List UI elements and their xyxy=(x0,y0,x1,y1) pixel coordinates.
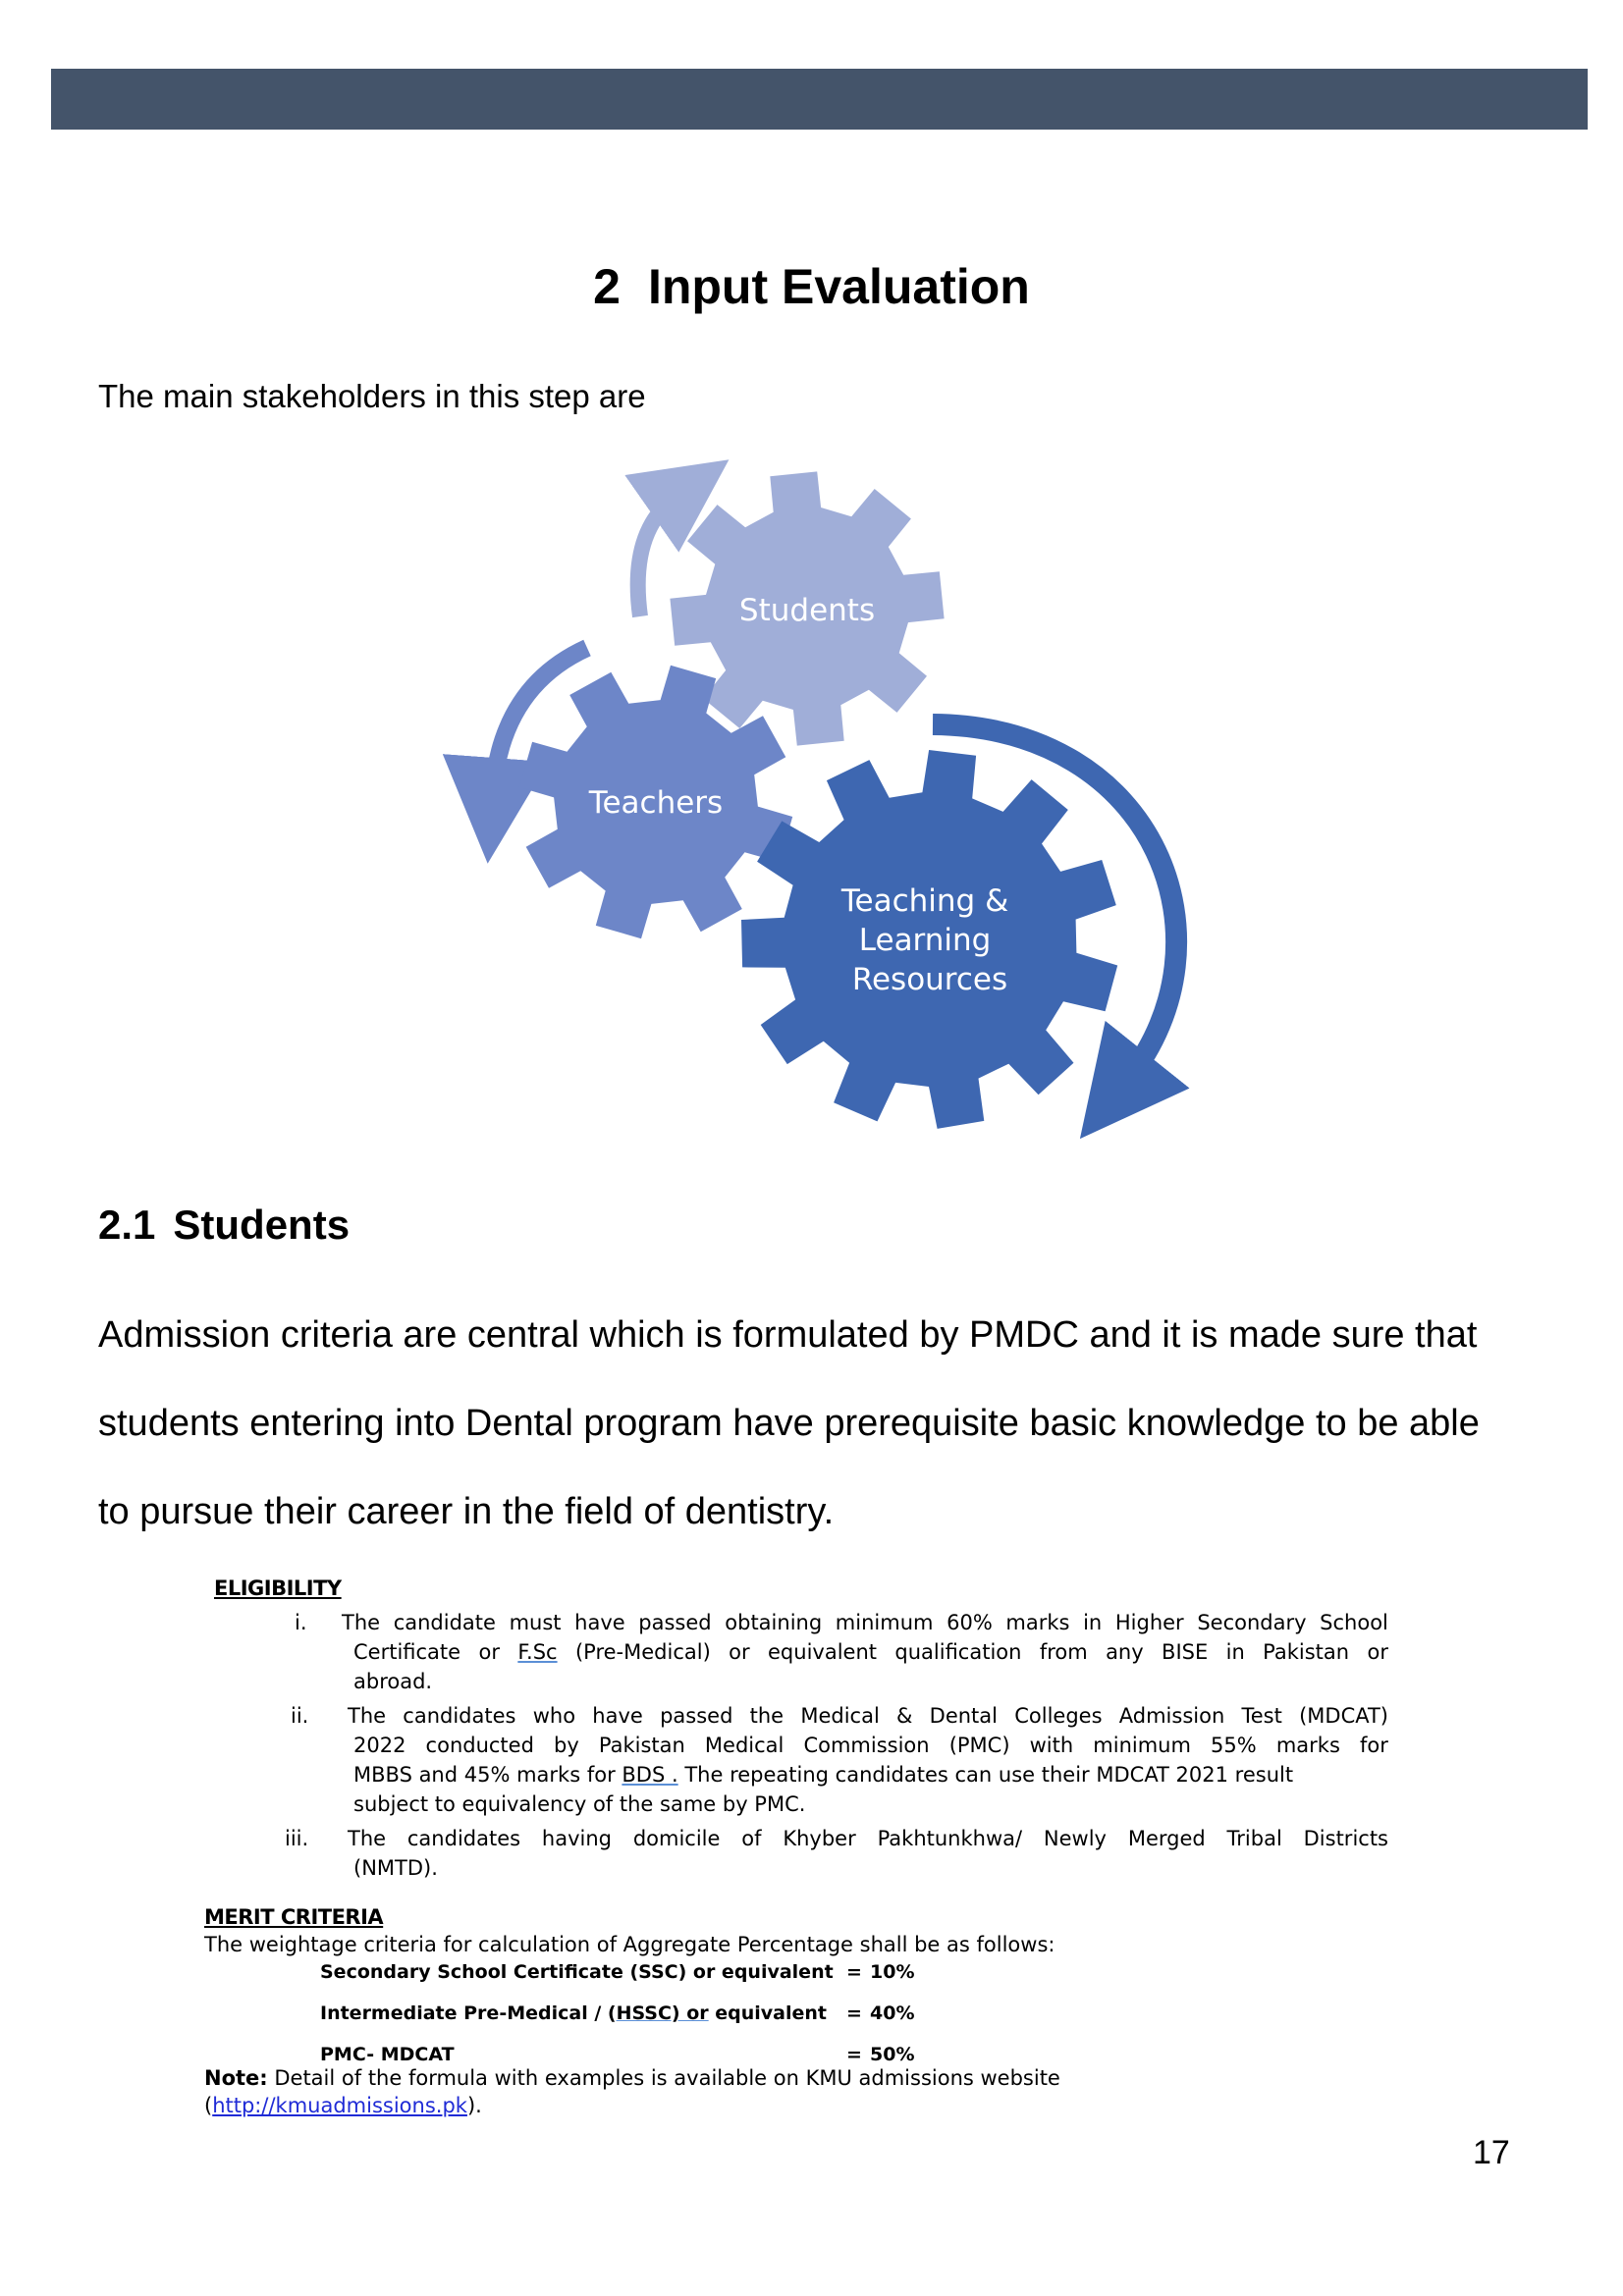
justify-word: minimum xyxy=(1093,1734,1191,1757)
justify-word: marks xyxy=(1275,1734,1340,1757)
justify-word: BISE xyxy=(1162,1640,1209,1664)
eligibility-item-line xyxy=(353,1637,1388,1667)
kmu-admissions-link[interactable]: http://kmuadmissions.pk xyxy=(212,2094,467,2117)
justify-word: Newly xyxy=(1043,1827,1107,1850)
page-number: 17 xyxy=(1473,2134,1510,2171)
justify-word: Khyber xyxy=(783,1827,856,1850)
merit-row-value: 40% xyxy=(870,2002,915,2024)
list-marker: ii. xyxy=(291,1704,309,1728)
justify-word: Dental xyxy=(929,1704,998,1728)
section-title: Input Evaluation xyxy=(647,259,1030,314)
justify-word: who xyxy=(532,1704,576,1728)
section-number: 2 xyxy=(593,259,621,314)
note-paren: ). xyxy=(466,2094,482,2117)
justify-word: The xyxy=(348,1704,387,1728)
merit-row-eq: = xyxy=(846,2002,862,2024)
note-text: Detail of the formula with examples is available on KMU admissions website xyxy=(267,2066,1060,2090)
justify-word: have xyxy=(592,1704,643,1728)
eligibility-item-line xyxy=(342,1608,1388,1637)
subsection-number: 2.1 xyxy=(98,1201,156,1248)
justify-word: conducted xyxy=(425,1734,534,1757)
justify-word: Test xyxy=(1241,1704,1282,1728)
justify-word: obtaining xyxy=(725,1611,823,1634)
justify-word: (MDCAT) xyxy=(1299,1704,1388,1728)
justify-word: F.Sc xyxy=(517,1640,558,1664)
justify-word: Admission xyxy=(1118,1704,1225,1728)
justify-word: (Pre-Medical) xyxy=(574,1640,711,1664)
justify-word: 2022 xyxy=(353,1734,406,1757)
justify-word: The xyxy=(342,1611,381,1634)
justify-word: passed xyxy=(660,1704,733,1728)
note-paren: ( xyxy=(204,2094,213,2117)
list-marker: i. xyxy=(295,1611,307,1634)
justify-word: Pakhtunkhwa/ xyxy=(877,1827,1023,1850)
justify-word: equivalent xyxy=(768,1640,878,1664)
justify-word: any xyxy=(1106,1640,1144,1664)
justify-word: Higher xyxy=(1114,1611,1184,1634)
justify-word: candidates xyxy=(406,1827,521,1850)
eligibility-item-line: MBBS and 45% marks for BDS . The repeating candidates can use their MDCAT 2021 result xyxy=(353,1763,1294,1787)
justify-word: Medical xyxy=(800,1704,880,1728)
justify-word: qualification xyxy=(894,1640,1022,1664)
justify-word: in xyxy=(1225,1640,1245,1664)
justify-word: in xyxy=(1083,1611,1103,1634)
note-label: Note: xyxy=(204,2066,268,2090)
justify-word: of xyxy=(741,1827,762,1850)
gear-label-teachers: Teachers xyxy=(588,785,724,821)
merit-row-label: PMC- MDCAT xyxy=(320,2044,455,2065)
justify-word: (PMC) xyxy=(948,1734,1010,1757)
justify-word: Tribal xyxy=(1226,1827,1282,1850)
merit-note xyxy=(204,2063,1060,2093)
justify-word: minimum xyxy=(835,1611,934,1634)
justify-word: the xyxy=(749,1704,784,1728)
merit-row-eq: = xyxy=(846,2044,862,2065)
justify-word: or xyxy=(729,1640,750,1664)
eligibility-item-line xyxy=(353,1731,1388,1760)
underlined-term: BDS . xyxy=(622,1763,678,1787)
eligibility-item-line xyxy=(348,1824,1388,1853)
eligibility-item-line: abroad. xyxy=(353,1670,433,1693)
justify-word: or xyxy=(478,1640,500,1664)
justify-word: candidate xyxy=(393,1611,496,1634)
justify-word: 60% xyxy=(947,1611,993,1634)
cycle-arrow-students xyxy=(638,496,677,616)
justify-word: Districts xyxy=(1303,1827,1388,1850)
merit-row-value: 10% xyxy=(870,1961,915,1983)
justify-word: having xyxy=(541,1827,612,1850)
gear-label-resources: Teaching & Learning Resources xyxy=(840,883,1009,997)
justify-word: by xyxy=(554,1734,579,1757)
merit-row-eq: = xyxy=(846,1961,862,1983)
justify-word: Secondary xyxy=(1197,1611,1307,1634)
eligibility-item-line: subject to equivalency of the same by PMC. xyxy=(353,1792,806,1816)
justify-word: Commission xyxy=(803,1734,930,1757)
merit-row-label: Secondary School Certificate (SSC) or equivalent xyxy=(320,1961,834,1983)
justify-word: passed xyxy=(638,1611,712,1634)
subsection-heading xyxy=(98,1200,350,1251)
merit-intro: The weightage criteria for calculation of Aggregate Percentage shall be as follows: xyxy=(204,1933,1055,1956)
justify-word: have xyxy=(574,1611,625,1634)
justify-word: & xyxy=(896,1704,913,1728)
admission-paragraph xyxy=(98,1291,1532,1556)
merit-row-value: 50% xyxy=(870,2044,915,2065)
justify-word: or xyxy=(1367,1640,1388,1664)
justify-word: Colleges xyxy=(1014,1704,1103,1728)
justify-word: Medical xyxy=(704,1734,784,1757)
justify-word: with xyxy=(1029,1734,1074,1757)
underlined-term: HSSC) or xyxy=(616,2002,709,2024)
justify-word: School xyxy=(1320,1611,1388,1634)
justify-word: Pakistan xyxy=(598,1734,685,1757)
justify-word: for xyxy=(1359,1734,1388,1757)
justify-word: from xyxy=(1039,1640,1088,1664)
subsection-title: Students xyxy=(173,1201,351,1248)
justify-word: must xyxy=(509,1611,562,1634)
eligibility-heading: ELIGIBILITY xyxy=(214,1576,342,1600)
merit-row-label: Intermediate Pre-Medical / (HSSC) or equivalent xyxy=(320,2002,828,2024)
paragraph-line: students entering into Dental program have prerequisite basic knowledge to be able xyxy=(98,1403,1480,1444)
list-marker: iii. xyxy=(285,1827,309,1850)
merit-note-link-line xyxy=(204,2091,482,2120)
eligibility-item-line: (NMTD). xyxy=(353,1856,438,1880)
justify-word: domicile xyxy=(632,1827,721,1850)
merit-heading: MERIT CRITERIA xyxy=(204,1905,384,1929)
intro-text: The main stakeholders in this step are xyxy=(98,378,646,414)
justify-word: candidates xyxy=(403,1704,516,1728)
gear-label-students: Students xyxy=(738,593,876,628)
justify-word: Pakistan xyxy=(1263,1640,1350,1664)
justify-word: Merged xyxy=(1127,1827,1206,1850)
justify-word: Certificate xyxy=(353,1640,461,1664)
paragraph-line: to pursue their career in the field of dentistry. xyxy=(98,1491,835,1532)
paragraph-line: Admission criteria are central which is formulated by PMDC and it is made sure that xyxy=(98,1314,1478,1356)
justify-word: 55% xyxy=(1211,1734,1257,1757)
eligibility-item-line xyxy=(348,1701,1388,1731)
justify-word: marks xyxy=(1005,1611,1070,1634)
justify-word: The xyxy=(348,1827,387,1850)
